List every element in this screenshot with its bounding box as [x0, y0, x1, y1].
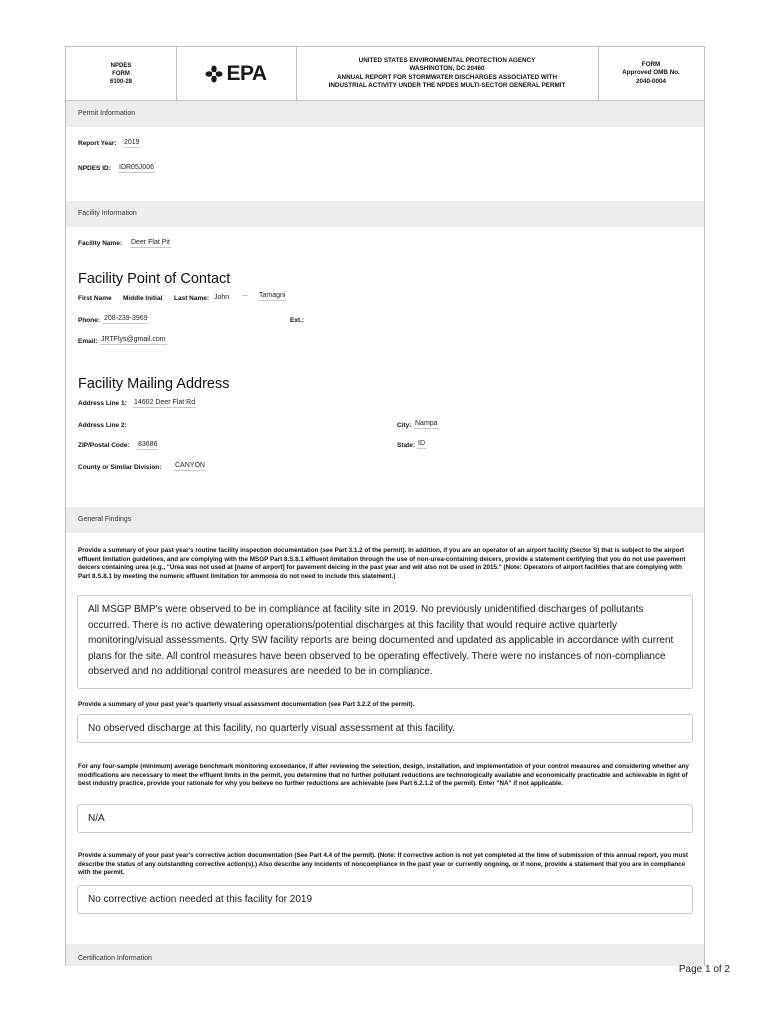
- address-line1-label: Address Line 1:: [78, 400, 127, 407]
- zip-value: 83686: [138, 441, 158, 448]
- form-number-line: NPDES: [110, 62, 132, 69]
- email-value: JRTFlys@gmail.com: [101, 336, 166, 343]
- first-name-label: First Name: [78, 295, 112, 302]
- address-line2-label: Address Line 2:: [78, 422, 127, 429]
- epa-logo-text: EPA: [226, 61, 267, 85]
- state-value: ID: [418, 440, 425, 447]
- omb-line: FORM: [641, 60, 661, 68]
- corrective-action-question: Provide a summary of your past year's corrective action documentation (See Part 4.4 of the permit). (Note: If corrective action is not yet completed at the time of submission of this annual report, you must describe the status of any outstanding corrective action(s).) Also describe any incidents of noncompliance in the past year or currently ongoing, or if none, provide a statement that you are in compliance with the permit.: [78, 852, 688, 877]
- findings-section-header: General Findings: [66, 507, 704, 533]
- epa-flower-icon: [205, 65, 223, 83]
- benchmark-rationale-field[interactable]: N/A: [77, 804, 693, 833]
- form-frame: [65, 46, 705, 966]
- inspection-question: Provide a summary of your past year's routine facility inspection documentation (see Part 3.1.2 of the permit). In addition, if you are an operator of an airport facility (Sector S) that is subject to the airport effluent limitation guidelines, and are complying with the MSGP Part 8.S.8.1 effluent limitation through the use of non-urea-containing deicers, provide a statement certifying that you do not use pavement deicers containing urea (e.g., "Urea was not used at [name of airport] for pavement deicing in the past year and will also not be used in 2015." (Note: Operators of airport facilities that are complying with Part 8.S.8.1 by meeting the numeric effluent limitation for ammonia do not need to include this statement.): [78, 547, 686, 581]
- last-name-value: Tamagni: [259, 292, 286, 299]
- certification-section-header: Certification Information: [66, 944, 704, 966]
- page-number: Page 1 of 2: [678, 964, 730, 975]
- ext-value: [310, 315, 312, 316]
- county-label: County or Similar Division:: [78, 464, 162, 471]
- phone-label: Phone:: [78, 317, 101, 324]
- permit-section-header: Permit Information: [66, 101, 704, 127]
- omb-line: 2040-0004: [635, 77, 667, 85]
- visual-assessment-question: Provide a summary of your past year's quarterly visual assessment documentation (see Part 3.2.2 of the permit).: [78, 701, 415, 708]
- phone-value: 208-239-3969: [104, 315, 148, 322]
- middle-initial-label: Middle Initial: [123, 295, 163, 302]
- agency-title-line: INDUSTRIAL ACTIVITY UNDER THE NPDES MULTI-SECTOR GENERAL PERMIT: [328, 82, 566, 89]
- visual-assessment-field[interactable]: No observed discharge at this facility, no quarterly visual assessment at this facility.: [77, 714, 693, 743]
- report-year-label: Report Year:: [78, 140, 117, 147]
- mailing-heading: Facility Mailing Address: [78, 376, 230, 392]
- agency-title-line: ANNUAL REPORT FOR STORMWATER DISCHARGES ASSOCIATED WITH: [336, 73, 558, 81]
- last-name-label: Last Name:: [174, 295, 210, 302]
- first-name-value: John: [214, 294, 230, 301]
- agency-title-line: WASHINGTON, DC 20460: [409, 65, 485, 72]
- benchmark-question: For any four-sample (minimum) average benchmark monitoring exceedance, if after reviewing the selection, design, installation, and implementation of your control measures and considering whether any modifications are necessary to meet the effluent limits in the permit, you determine that no further pollutant reductions are technologically available and economically practicable and achievable in light of best industry practice, provide your rationale for why you believe no further reductions are achievable (see Part 6.2.1.2 of the permit). Enter "NA" if not applicable.: [78, 763, 689, 788]
- facility-section-header: Facility Information: [66, 201, 704, 227]
- epa-logo: [176, 47, 297, 100]
- npdes-id-label: NPDES ID:: [78, 165, 111, 172]
- city-value: Nampa: [415, 420, 438, 427]
- inspection-summary-field[interactable]: All MSGP BMP's were observed to be in compliance at facility site in 2019. No previously unidentified discharges of pollutants occurred. There is no active dewatering operations/potential discharges at this facility that would require active quarterly monitoring/visual assessments. Qrty SW facility reports are being documented and updated as applicable in accordance with current plans for the site. All control measures have been observed to be operating effectively. There were no instances of non-compliance observed and no additional control measures are needed to be in compliance.: [77, 595, 693, 689]
- report-year-value: 2019: [124, 139, 140, 146]
- omb-block: [598, 47, 704, 100]
- omb-line: Approved OMB No.: [622, 69, 680, 77]
- facility-name-label: Facility Name:: [78, 240, 123, 247]
- facility-name-value: Deer Flat Pit: [131, 239, 170, 246]
- agency-title-line: UNITED STATES ENVIRONMENTAL PROTECTION AGENCY: [358, 56, 536, 64]
- city-label: City:: [397, 422, 412, 429]
- form-number-line: 6100-28: [109, 78, 133, 85]
- zip-label: ZIP/Postal Code:: [78, 442, 130, 449]
- county-value: CANYON: [175, 462, 205, 469]
- form-header: [66, 47, 704, 101]
- npdes-id-value: IDR05J006: [119, 164, 155, 171]
- form-number-line: FORM: [112, 70, 130, 77]
- address-line2-value: [133, 421, 135, 422]
- contact-heading: Facility Point of Contact: [78, 271, 231, 287]
- state-label: State:: [397, 442, 416, 449]
- corrective-action-field[interactable]: No corrective action needed at this facility for 2019: [77, 885, 693, 914]
- agency-title-block: [296, 47, 599, 100]
- form-number-block: [66, 47, 177, 100]
- ext-label: Ext.:: [290, 317, 305, 324]
- address-line1-value: 14602 Deer Flat Rd: [134, 399, 196, 406]
- email-label: Email:: [78, 338, 98, 345]
- middle-initial-value: [242, 294, 248, 296]
